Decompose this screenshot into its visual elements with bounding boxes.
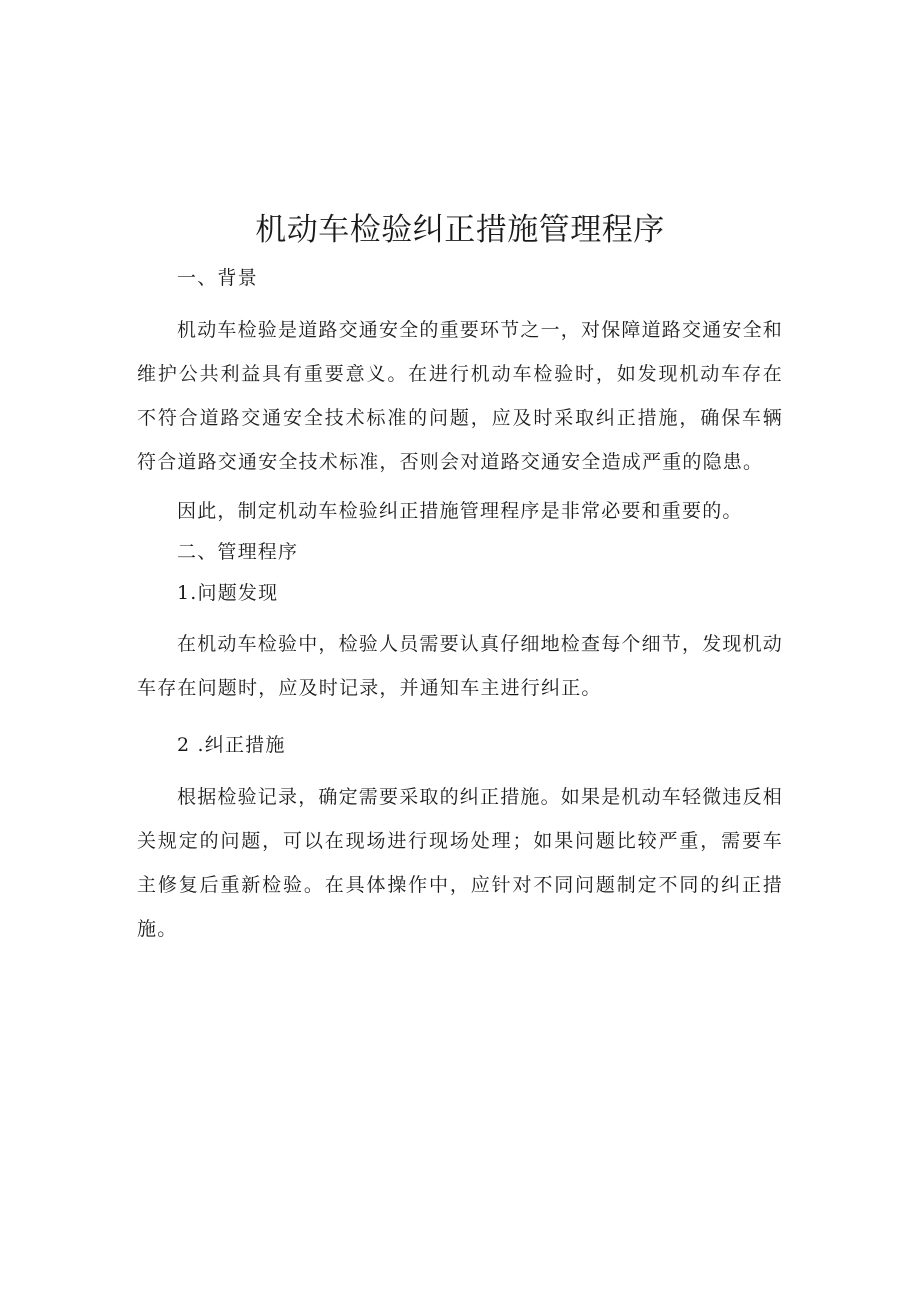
paragraph-problem-discovery: 在机动车检验中，检验人员需要认真仔细地检查每个细节，发现机动车存在问题时，应及时记录，并通知车主进行纠正。 (137, 633, 784, 699)
subheading-corrective-measures: 2 .纠正措施 (177, 734, 286, 756)
section-heading-procedure: 二、管理程序 (177, 541, 299, 563)
paragraph-background: 机动车检验是道路交通安全的重要环节之一，对保障道路交通安全和维护公共利益具有重要意义。在进行机动车检验时，如发现机动车存在不符合道路交通安全技术标准的问题，应及时采取纠正措施，确保车辆符合道路交通安全技术标准，否则会对道路交通安全造成严重的隐患。 (137, 319, 784, 473)
subheading-problem-discovery: 1.问题发现 (177, 582, 279, 604)
section-heading-background: 一、背景 (177, 267, 258, 289)
paragraph-corrective-measures: 根据检验记录，确定需要采取的纠正措施。如果是机动车轻微违反相关规定的问题，可以在现场进行现场处理；如果问题比较严重，需要车主修复后重新检验。在具体操作中，应针对不同问题制定不同的纠正措施。 (137, 786, 784, 940)
document-title: 机动车检验纠正措施管理程序 (255, 212, 665, 248)
paragraph-necessity: 因此，制定机动车检验纠正措施管理程序是非常必要和重要的。 (177, 500, 743, 522)
